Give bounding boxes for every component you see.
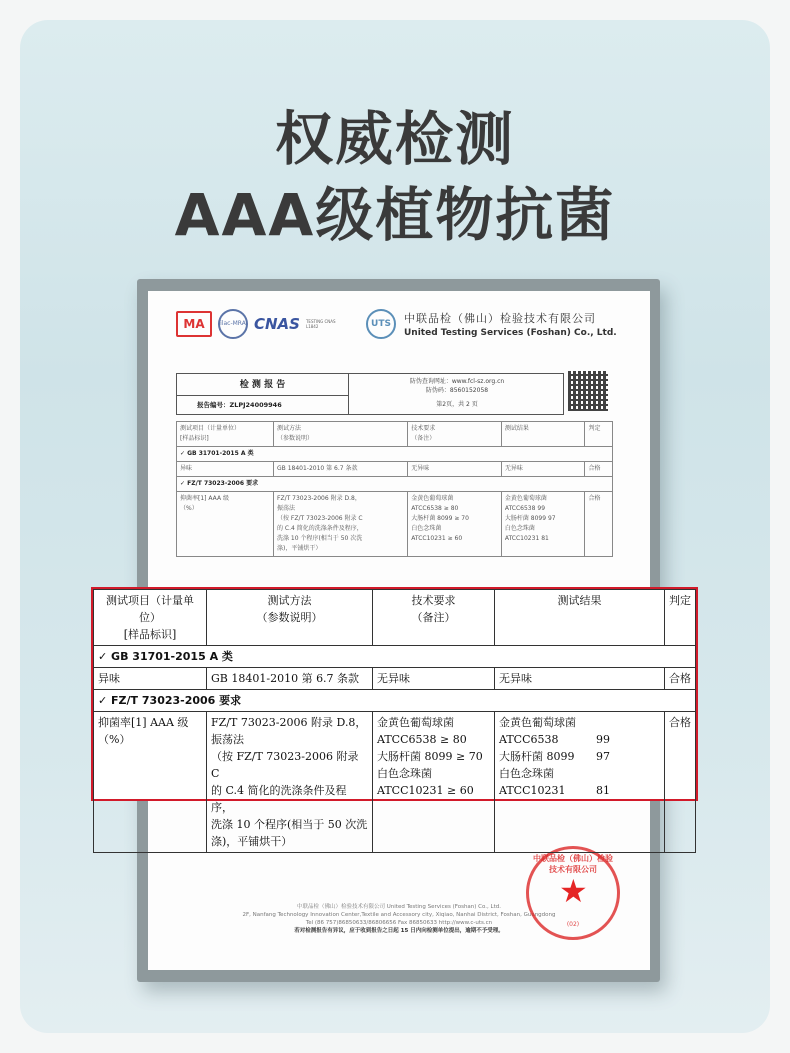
requirement-line: 大肠杆菌 8099 ≥ 70 [377,750,483,763]
headline-subtitle: AAA级植物抗菌 [174,181,616,249]
mini-section-gb: ✓ GB 31701-2015 A 类 [177,447,613,462]
verify-info [357,377,557,395]
result-line: 金黄色葡萄球菌 [499,716,576,729]
mini-cell: 金黄色葡萄球菌 ATCC6538 99 大肠杆菌 8099 97 白色念珠菌 ATCC10231 81 [501,492,585,557]
cell-requirement: 无异味 [373,668,495,690]
mini-header-method: 测试方法 （参数说明） [274,422,408,447]
requirement-line: ATCC10231 ≥ 60 [377,784,474,797]
mini-results-table [176,421,613,557]
seal-star-icon: ★ [559,872,588,910]
company-name-en: United Testing Services (Foshan) Co., Ltd. [404,328,617,338]
result-line: ATCC10231 81 [499,784,610,797]
result-line: ATCC6538 99 [499,733,610,746]
requirement-line: ATCC6538 ≥ 80 [377,733,467,746]
mini-cell: 金黄色葡萄球菌 ATCC6538 ≥ 80 大肠杆菌 8099 ≥ 70 白色念珠菌 ATCC10231 ≥ 60 [408,492,502,557]
report-number: 报告编号：ZLPJ24009946 [177,396,349,415]
cell-item: 异味 [94,668,207,690]
method-line: 的 C.4 简化的洗涤条件及程序， [211,784,347,814]
verify-code: 防伪码：8560152058 [425,387,489,394]
method-line: 洗涤 10 个程序(相当于 50 次洗 [211,818,368,831]
table-header-row [94,590,696,646]
mini-cell: 无异味 [408,462,502,477]
section-label: ✓ GB 31701-2015 A 类 [94,646,696,668]
item-unit: （%） [98,733,131,746]
header-requirement: 技术要求 （备注） [373,590,495,646]
company-header [366,309,617,339]
footer-line: 2F, Nanfang Technology Innovation Center,Textile and Accessory city, Xiqiao, Nanhai District, Foshan, Guangdong [242,912,556,918]
mini-header-item: 测试项目（计量单位） [样品标识] [177,422,274,447]
seal-text: 中联品检（佛山）检验技术有限公司 [533,854,613,874]
cnas-logo: CNAS [254,315,300,333]
accreditation-logos [176,309,336,339]
mini-cell: 无异味 [501,462,585,477]
section-label: ✓ FZ/T 73023-2006 要求 [94,690,696,712]
qr-code-icon [568,371,608,411]
method-line: 振荡法 [211,733,244,746]
report-title: 检 测 报 告 [177,374,349,396]
section-row-fz [94,690,696,712]
cell-judgement: 合格 [665,668,696,690]
mini-cell: 合格 [585,462,613,477]
cnas-small-text: TESTING CNAS L1842 [305,319,336,329]
method-line: （按 FZ/T 73023-2006 附录 C [211,750,359,780]
footer-line: 中联品检（佛山）检验技术有限公司 United Testing Services (Foshan) Co., Ltd. [297,904,501,910]
header-item: 测试项目（计量单位） [样品标识] [94,590,207,646]
item-name: 抑菌率[1] AAA 级 [98,716,189,729]
mini-cell: 合格 [585,492,613,557]
method-line: FZ/T 73023-2006 附录 D.8， [211,716,367,729]
mini-header-requirement: 技术要求 （备注） [408,422,502,447]
page-number: 第2页，共 2 页 [436,401,478,408]
cell-result: 无异味 [495,668,665,690]
company-name-cn: 中联品检（佛山）检验技术有限公司 [404,312,596,325]
requirement-line: 金黄色葡萄球菌 [377,716,454,729]
result-line: 大肠杆菌 8099 97 [499,750,610,763]
cell-requirement [373,712,495,853]
cell-result [495,712,665,853]
mini-cell: 异味 [177,462,274,477]
header-result: 测试结果 [495,590,665,646]
headline-title: 权威检测 [274,105,515,173]
cell-item [94,712,207,853]
ilac-logo: ilac-MRA [218,309,248,339]
uts-logo-icon: UTS [366,309,396,339]
mini-cell: GB 18401-2010 第 6.7 条款 [274,462,408,477]
mini-cell: 抑菌率[1] AAA 级 （%） [177,492,274,557]
mini-cell: FZ/T 73023-2006 附录 D.8， 振荡法 （按 FZ/T 73023-2006 附录 C 的 C.4 简化的洗涤条件及程序， 洗涤 10 个程序(相当于 50 次洗 涤)，平铺烘干） [274,492,408,557]
cell-method [207,712,373,853]
report-info-box [176,373,564,415]
official-seal [526,846,620,940]
verify-site: 防伪查询网址：www.fcl-sz.org.cn [409,378,505,385]
result-line: 白色念珠菌 [499,767,554,780]
requirement-line: 白色念珠菌 [377,767,432,780]
cell-judgement: 合格 [665,712,696,853]
seal-code: (02) [566,921,580,928]
results-table [93,589,696,853]
method-line: 涤)，平铺烘干） [211,835,293,848]
footer-notice: 若对检测报告有异议，应于收到报告之日起 15 日内向检测单位提出，逾期不予受理。 [294,928,504,934]
table-row [94,712,696,853]
table-row [94,668,696,690]
mini-header-result: 测试结果 [501,422,585,447]
mini-section-fz: ✓ FZ/T 73023-2006 要求 [177,477,613,492]
mini-header-judgement: 判定 [585,422,613,447]
section-row-gb [94,646,696,668]
highlighted-results-table [91,587,698,848]
cma-logo: MA [176,311,212,337]
cell-method: GB 18401-2010 第 6.7 条款 [207,668,373,690]
header-method: 测试方法 （参数说明） [207,590,373,646]
header-judgement: 判定 [665,590,696,646]
footer-line: Tel (86 757)86850633/86806656 Fax 86850633 http://www.c-uts.cn [305,920,493,926]
